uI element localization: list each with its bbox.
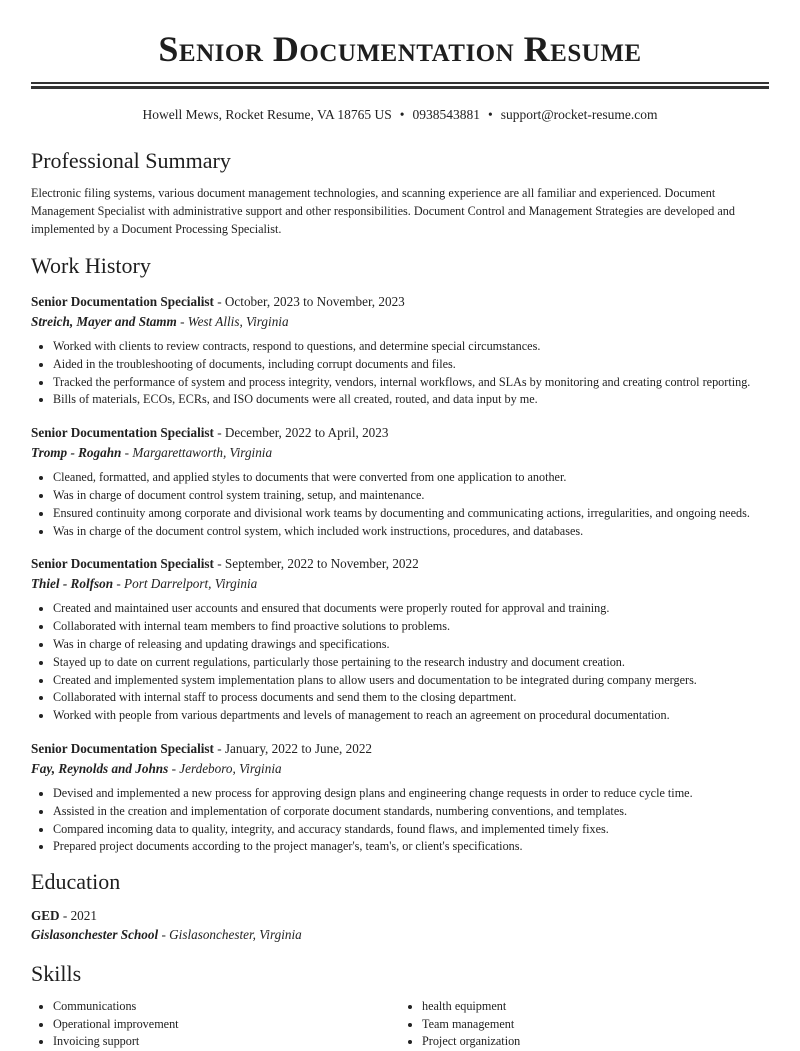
- job-bullet: • Stayed up to date on current regulations, particularly those pertaining to the research industry and document creation.: [53, 654, 769, 672]
- job-title: Senior Documentation Specialist: [31, 556, 214, 572]
- skills-column-right: [400, 998, 769, 1051]
- skill-item: • Communications: [53, 998, 400, 1016]
- job-bullet: • Devised and implemented a new process for approving design plans and engineering change requests in order to reduce cycle time.: [53, 785, 769, 803]
- work-history-list: [31, 292, 769, 856]
- job-employer-line: [31, 759, 769, 779]
- job-bullet: • Collaborated with internal staff to process documents and send them to the closing department.: [53, 689, 769, 707]
- job-employer-line: [31, 574, 769, 594]
- job-entry: [31, 739, 769, 856]
- job-bullets: [31, 785, 769, 856]
- job-bullet: • Prepared project documents according to the project manager's, team's, or client's specifications.: [53, 838, 769, 856]
- education-degree-line: [31, 906, 769, 925]
- contact-separator: •: [487, 107, 493, 122]
- education-year: - 2021: [59, 908, 97, 924]
- job-location: - Margarettaworth, Virginia: [121, 445, 273, 461]
- section-heading-education: Education: [31, 869, 121, 895]
- job-bullet: • Ensured continuity among corporate and divisional work teams by documenting and communicating actions, irregularities, and ongoing needs.: [53, 505, 769, 523]
- summary-text: Electronic filing systems, various document management technologies, and scanning experience are all familiar and experienced. Document Management Specialist with administrative support and other responsibilities. Document Control and Management Strategies are developed and implemented by a Document Processing Specialist.: [31, 186, 735, 236]
- job-bullet: • Assisted in the creation and implementation of corporate document standards, numbering conventions, and templates.: [53, 803, 769, 821]
- skill-item: • health equipment: [422, 998, 769, 1016]
- skill-item: • Invoicing support: [53, 1033, 400, 1051]
- job-bullet: • Collaborated with internal team members to find proactive solutions to problems.: [53, 618, 769, 636]
- job-bullet: • Bills of materials, ECOs, ECRs, and ISO documents were all created, routed, and data input by me.: [53, 391, 769, 409]
- contact-email: support@rocket-resume.com: [500, 107, 658, 122]
- job-title-line: [31, 292, 769, 312]
- section-heading-work: Work History: [31, 253, 151, 278]
- section-heading-summary: Professional Summary: [31, 148, 231, 173]
- job-employer-line: [31, 312, 769, 332]
- resume-title: Senior Documentation Resume: [158, 29, 642, 69]
- education-school: Gislasonchester School: [31, 927, 159, 943]
- job-bullet: • Was in charge of the document control system, which included work instructions, procedures, and databases.: [53, 523, 769, 541]
- job-bullets: [31, 469, 769, 540]
- education-entry: [31, 906, 769, 944]
- skill-item: • Team management: [422, 1016, 769, 1034]
- contact-separator: •: [399, 107, 405, 122]
- job-title-line: [31, 423, 769, 443]
- job-title-line: [31, 554, 769, 574]
- job-bullet: • Compared incoming data to quality, integrity, and accuracy standards, found flaws, and implemented timely fixes.: [53, 821, 769, 839]
- contact-line: [31, 105, 769, 125]
- job-bullet: • Tracked the performance of system and process integrity, vendors, internal workflows, and SLAs by monitoring and creating control reporting.: [53, 374, 769, 392]
- job-dates: - December, 2022 to April, 2023: [213, 425, 389, 441]
- job-title-line: [31, 739, 769, 759]
- job-dates: - September, 2022 to November, 2022: [213, 556, 419, 572]
- job-employer: Fay, Reynolds and Johns: [31, 760, 169, 776]
- job-dates: - October, 2023 to November, 2023: [213, 294, 405, 309]
- job-bullet: • Created and implemented system implementation plans to allow users and documentation to be integrated during company mergers.: [53, 672, 769, 690]
- job-employer: Thiel - Rolfson: [31, 576, 114, 592]
- education-school-line: [31, 925, 769, 944]
- education-degree: GED: [31, 908, 60, 924]
- contact-phone: 0938543881: [412, 107, 480, 122]
- education-location: - Gislasonchester, Virginia: [158, 927, 302, 943]
- job-bullet: • Was in charge of releasing and updating drawings and specifications.: [53, 636, 769, 654]
- job-bullet: • Aided in the troubleshooting of documents, including corrupt documents and files.: [53, 356, 769, 374]
- job-title: Senior Documentation Specialist: [31, 294, 214, 309]
- job-dates: - January, 2022 to June, 2022: [213, 740, 373, 756]
- job-employer: Tromp - Rogahn: [31, 445, 122, 461]
- job-employer-line: [31, 443, 769, 463]
- job-bullet: • Created and maintained user accounts and ensured that documents were properly routed for approval and training.: [53, 600, 769, 618]
- job-entry: [31, 554, 769, 725]
- job-bullets: [31, 338, 769, 409]
- job-bullet: • Cleaned, formatted, and applied styles to documents that were converted from one application to another.: [53, 469, 769, 487]
- job-bullet: • Worked with clients to review contracts, respond to questions, and determine special circumstances.: [53, 338, 769, 356]
- skills-list: [31, 998, 769, 1051]
- job-location: - Port Darrelport, Virginia: [113, 576, 258, 592]
- job-location: - Jerdeboro, Virginia: [168, 760, 282, 776]
- job-bullet: • Was in charge of document control system training, setup, and maintenance.: [53, 487, 769, 505]
- skill-item: • Project organization: [422, 1033, 769, 1051]
- job-bullets: [31, 600, 769, 725]
- contact-address: Howell Mews, Rocket Resume, VA 18765 US: [142, 107, 392, 122]
- job-entry: [31, 423, 769, 540]
- job-entry: [31, 292, 769, 409]
- section-heading-skills: Skills: [31, 961, 82, 987]
- job-title: Senior Documentation Specialist: [31, 740, 214, 756]
- skill-item: • Operational improvement: [53, 1016, 400, 1034]
- skills-column-left: [31, 998, 400, 1051]
- job-employer: Streich, Mayer and Stamm: [31, 314, 177, 329]
- job-location: - West Allis, Virginia: [176, 314, 289, 329]
- job-bullet: • Worked with people from various departments and levels of management to reach an agreement on procedural documentation.: [53, 707, 769, 725]
- title-divider: [31, 82, 769, 89]
- job-title: Senior Documentation Specialist: [31, 425, 214, 441]
